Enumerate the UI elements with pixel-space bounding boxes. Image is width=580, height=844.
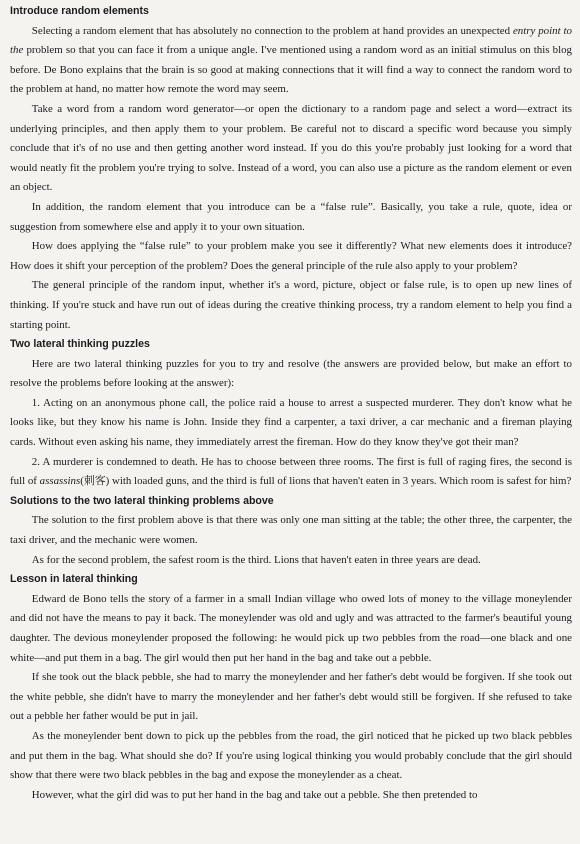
- paragraph: The general principle of the random input, whether it's a word, picture, object or false rule, is to open up new lines of thinking. If you're stuck and have run out of ideas during the creative thinking process, try a random element to help you find a starting point.: [10, 279, 572, 331]
- puzzle-one: 1. Acting on an anonymous phone call, the police raid a house to arrest a suspected murderer. They don't know what he looks like, but they know his name is John. Inside they find a carpenter, a taxi driver, a car mechanic and a fireman playing cards. Without even asking his name, they immediately arrest the fireman. How do they know they've got their man?: [10, 396, 572, 449]
- paragraph: How does applying the “false rule” to your problem make you see it differently? What new elements does it introduce? How does it shift your perception of the problem? Does the general principle of the rule also apply to your problem?: [10, 240, 572, 272]
- section-heading: Two lateral thinking puzzles: [10, 338, 150, 351]
- paragraph: In addition, the random element that you introduce can be a “false rule”. Basically, you take a rule, quote, idea or suggestion from somewhere else and apply it to your own situation.: [10, 200, 572, 233]
- section-heading: Lesson in lateral thinking: [10, 573, 138, 586]
- section-heading: Introduce random elements: [10, 5, 149, 17]
- section-puzzles: [10, 335, 572, 492]
- paragraph: Edward de Bono tells the story of a farmer in a small Indian village who owed lots of money to the village moneylender and did not have the means to pay it back. The moneylender was old and ugly and was attracted to the farmer's beautiful young daughter. The devious moneylender proposed the following: he would pick up two pebbles from the road—one black and one white—and put them in a bag. The girl would then put her hand in the bag and take out a pebble.: [10, 592, 572, 664]
- text-run: 2. A murderer is condemned to death. He has to choose between three rooms. The first is full of raging fires, the second is full of: [10, 455, 572, 488]
- section-random-elements: [10, 2, 572, 335]
- text-run: problem so that you can face it from a unique angle. I've mentioned using a random word as an initial stimulus on this blog before. De Bono explains that the brain is so good at making connections that it will find a way to connect the random word to the problem at hand, no matter how remote the word may seem.: [10, 44, 572, 96]
- paragraph: As for the second problem, the safest room is the third. Lions that haven't eaten in three years are dead.: [31, 553, 481, 566]
- italic-word: assassins: [39, 475, 81, 488]
- text-run: Selecting a random element that has absolutely no connection to the problem at hand provides an unexpected: [31, 24, 513, 37]
- text-run: (刺客) with loaded guns, and the third is full of lions that haven't eaten in 3 years. Which room is safest for him?: [80, 475, 572, 488]
- paragraph: Take a word from a random word generator—or open the dictionary to a random page and select a word—extract its underlying principles, and then apply them to your problem. Be careful not to discard a specific word because you simply conclude that it's of no use and then getting another word instead. If you do this you're probably just looking for a word that would neatly fit the problem you're trying to solve. Instead of a word, you can also use a picture as the random element or even an object.: [10, 102, 572, 194]
- paragraph: Here are two lateral thinking puzzles for you to try and resolve (the answers are provided below, but make an effort to resolve the problems before looking at the answer):: [10, 357, 572, 390]
- paragraph: If she took out the black pebble, she had to marry the moneylender and her father's debt would be forgiven. If she took out the white pebble, she didn't have to marry the moneylender and her father's debt would still be forgiven. If she refused to take out a pebble her father would be put in jail.: [10, 671, 572, 723]
- paragraph: However, what the girl did was to put her hand in the bag and take out a pebble. She then pretended to: [31, 788, 478, 801]
- section-lesson: [10, 570, 572, 805]
- paragraph: [10, 22, 572, 100]
- section-heading: Solutions to the two lateral thinking problems above: [10, 494, 274, 507]
- puzzle-two: [10, 453, 572, 492]
- italic-phrase: entry point to the: [10, 24, 572, 57]
- paragraph: The solution to the first problem above is that there was only one man sitting at the table; the other three, the carpenter, the taxi driver, and the mechanic were women.: [10, 514, 572, 547]
- paragraph: As the moneylender bent down to pick up the pebbles from the road, the girl noticed that he picked up two black pebbles and put them in the bag. What should she do? If you're using logical thinking you would probably conclude that the girl should show that there were two black pebbles in the bag and expose the moneylender as a cheat.: [10, 729, 572, 782]
- section-solutions: [10, 492, 572, 570]
